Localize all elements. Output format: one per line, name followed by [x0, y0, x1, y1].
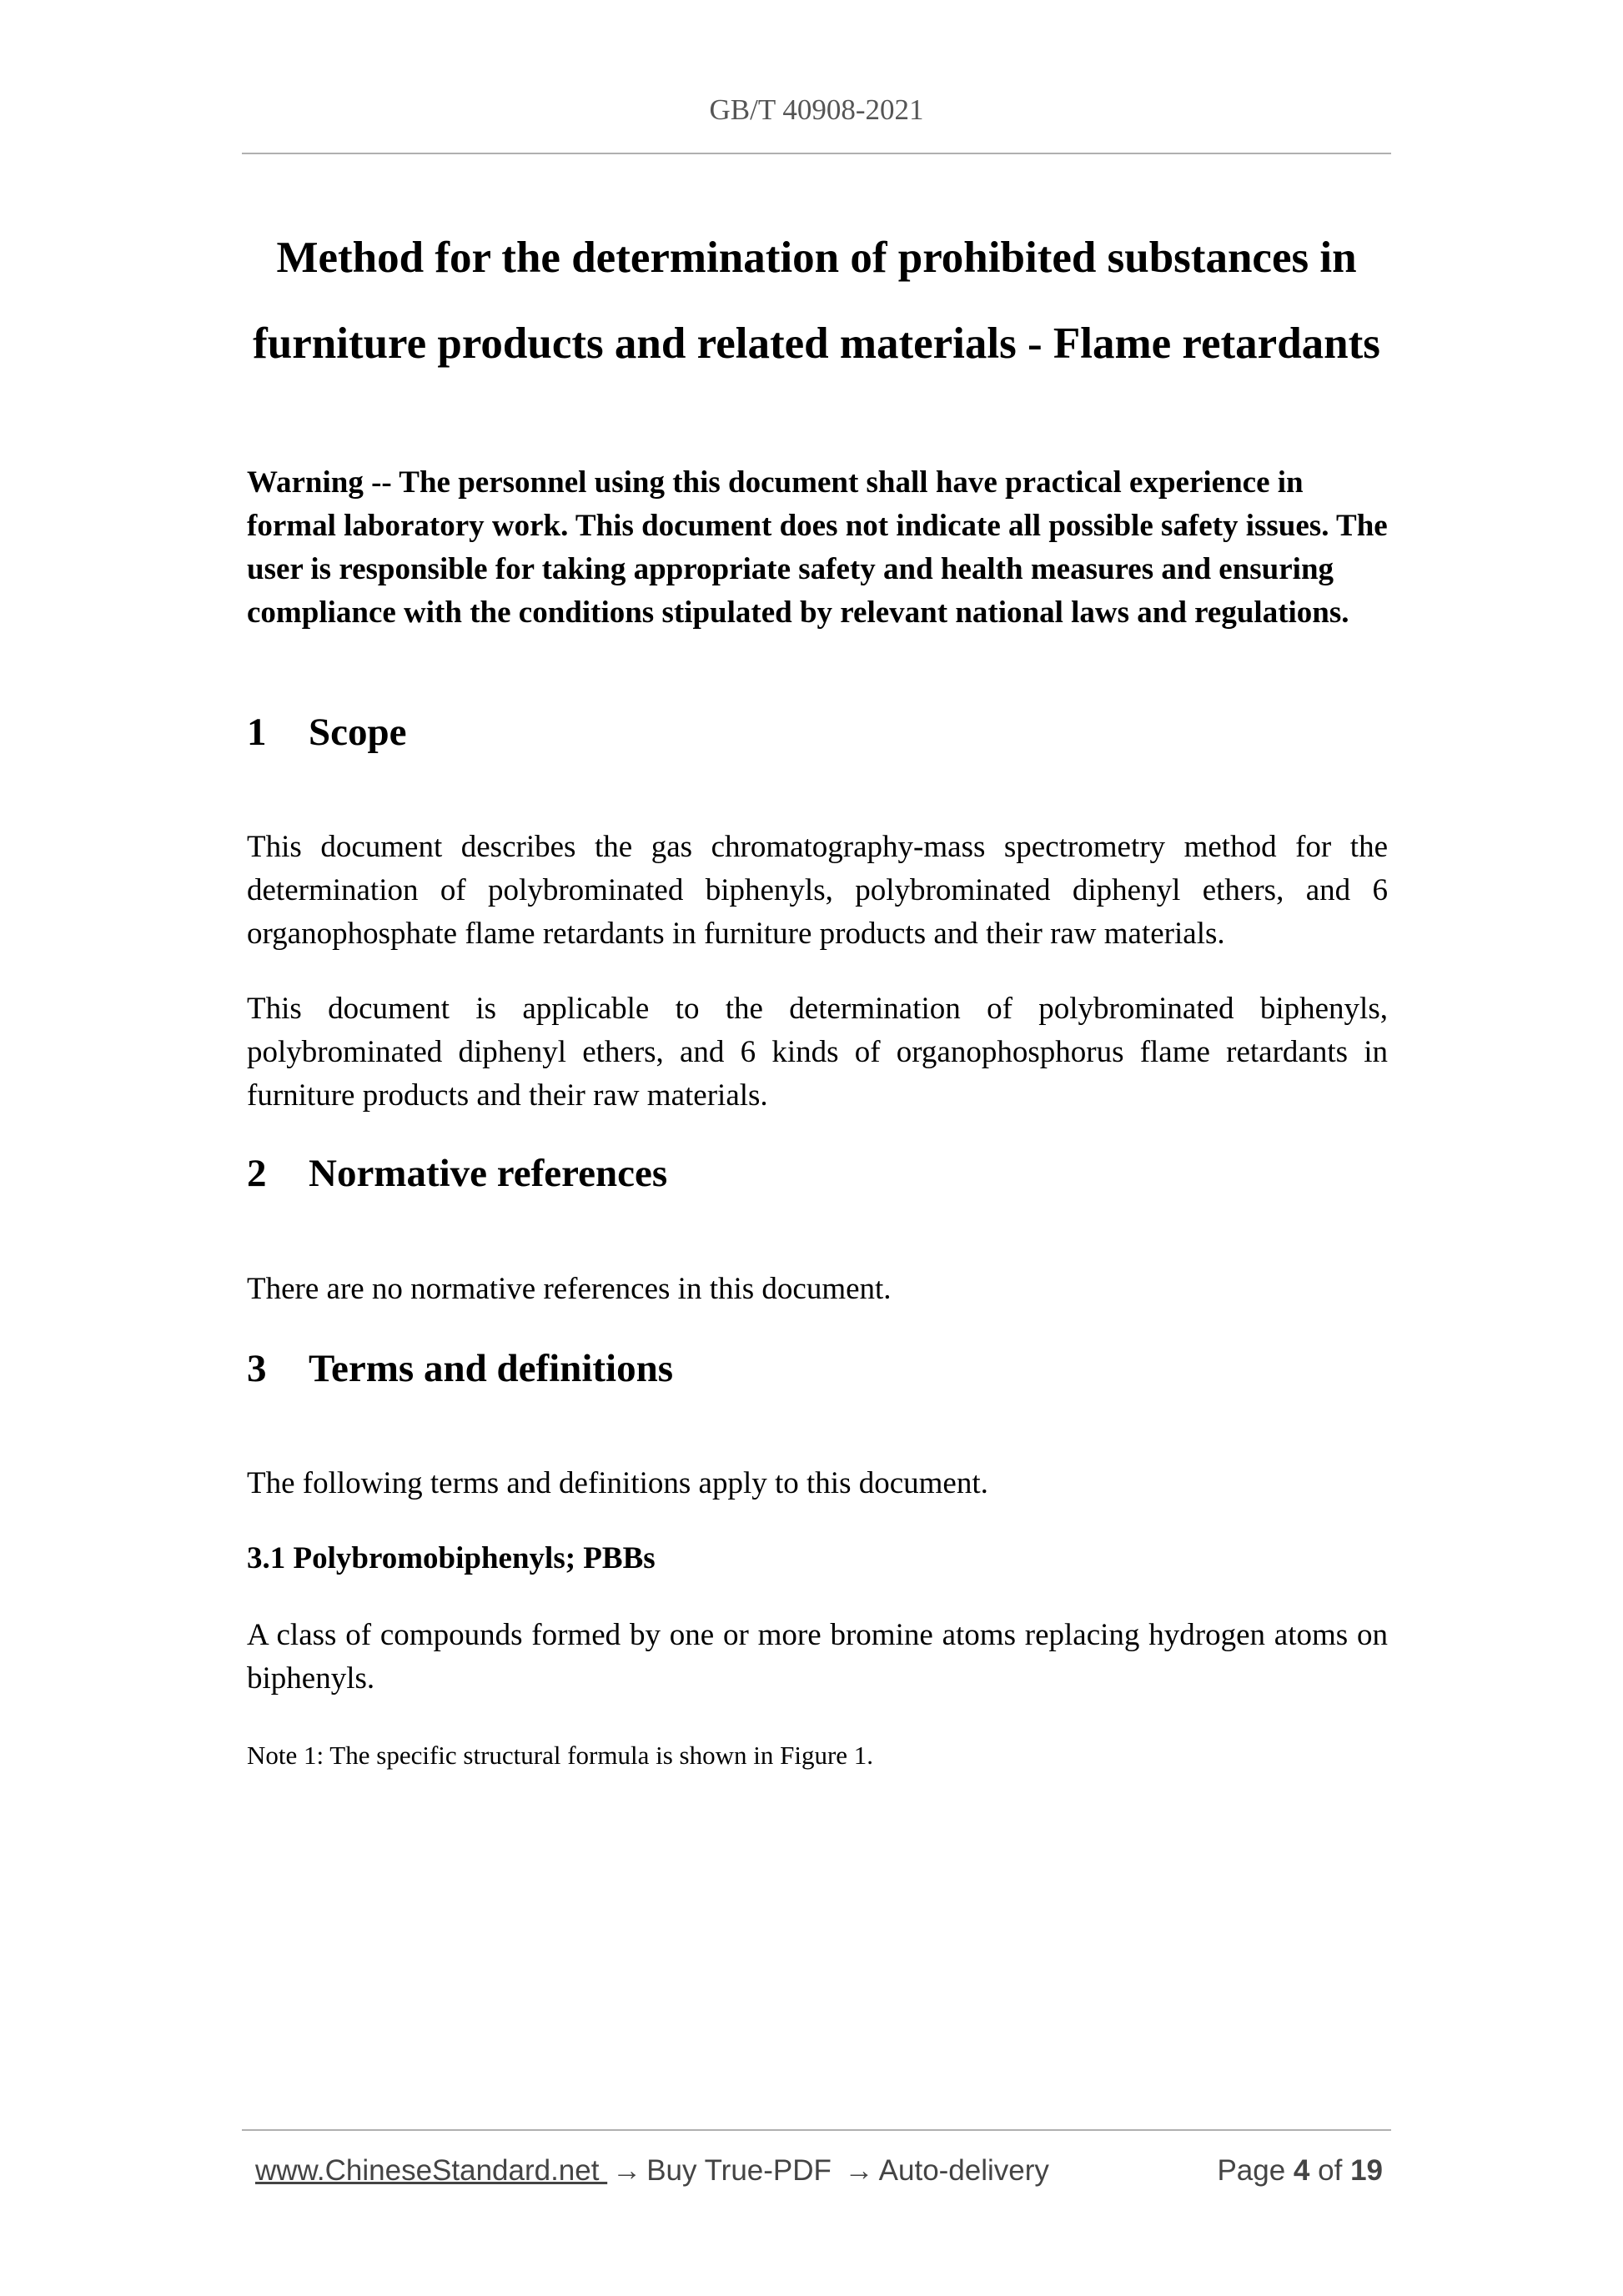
- document-title: [242, 215, 1391, 387]
- section-title: Normative references: [309, 1152, 668, 1195]
- chinesestandard-link[interactable]: www.ChineseStandard.net: [255, 2154, 608, 2187]
- footer-promo: [255, 2152, 1049, 2190]
- header-divider: [242, 153, 1391, 154]
- section-number: 3: [247, 1347, 267, 1390]
- section-number: 2: [247, 1152, 267, 1195]
- term-3-1-definition: A class of compounds formed by one or more bromine atoms replacing hydrogen atoms on biphenyls.: [247, 1618, 1388, 1696]
- page-label: Page: [1217, 2154, 1286, 2187]
- footer-divider: [242, 2129, 1391, 2131]
- section-heading-terms-definitions: [247, 1344, 673, 1394]
- section-title: Terms and definitions: [309, 1347, 674, 1390]
- page-total: 19: [1350, 2154, 1383, 2187]
- auto-delivery-text: Auto-delivery: [878, 2154, 1049, 2187]
- page-header-code: GB/T 40908-2021: [709, 93, 924, 126]
- arrow-right-icon: →: [612, 2154, 642, 2187]
- scope-paragraph-1: This document describes the gas chromatography-mass spectrometry method for the determination of polybrominated biphenyls, polybrominated diphenyl ethers, and 6 organophosphate flame retardants in furniture products and their raw materials.: [247, 830, 1388, 951]
- document-title-line-2: furniture products and related materials - Flame retardants: [253, 319, 1380, 368]
- section-title: Scope: [309, 711, 407, 754]
- buy-true-pdf-text: Buy True-PDF: [646, 2154, 832, 2187]
- terms-intro-paragraph: The following terms and definitions apply to this document.: [247, 1466, 988, 1500]
- arrow-right-icon: →: [844, 2154, 874, 2187]
- section-number: 1: [247, 711, 267, 754]
- document-title-line-1: Method for the determination of prohibited substances in: [276, 234, 1357, 282]
- scope-paragraph-2: This document is applicable to the determination of polybrominated biphenyls, polybrominated diphenyl ethers, and 6 kinds of organophosphorus flame retardants in furniture products and their raw materials.: [247, 992, 1388, 1113]
- normative-references-paragraph: There are no normative references in this document.: [247, 1272, 892, 1306]
- page-current: 4: [1293, 2154, 1310, 2187]
- term-3-1-heading: 3.1 Polybromobiphenyls; PBBs: [247, 1541, 656, 1575]
- page-of: of: [1318, 2154, 1343, 2187]
- section-heading-normative-references: [247, 1148, 667, 1198]
- warning-paragraph: Warning -- The personnel using this document shall have practical experience in formal laboratory work. This document does not indicate all possible safety issues. The user is responsible for taking appropriate safety and health measures and ensuring compliance with the conditions stipulated by relevant national laws and regulations.: [247, 465, 1388, 630]
- term-3-1-note: Note 1: The specific structural formula is shown in Figure 1.: [247, 1741, 874, 1770]
- page-number: [1217, 2152, 1383, 2190]
- section-heading-scope: [247, 707, 407, 757]
